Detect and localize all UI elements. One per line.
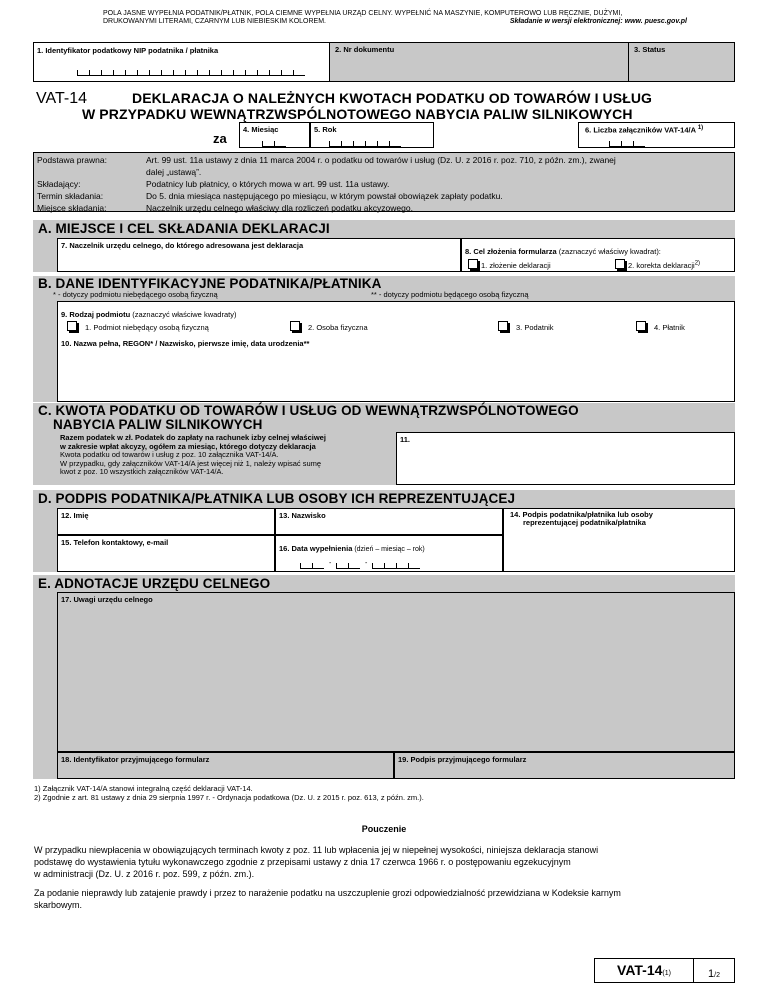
footnote-1: 1) Załącznik VAT-14/A stanowi integralną część deklaracji VAT-14.: [34, 784, 253, 793]
footnotes: [34, 784, 424, 802]
section-c-title: [38, 403, 735, 432]
checkbox-icon[interactable]: [498, 321, 508, 331]
year-field[interactable]: [310, 122, 434, 148]
page-total: /2: [714, 972, 720, 979]
purpose-option-1[interactable]: [468, 259, 551, 270]
instructions-title: Pouczenie: [361, 824, 407, 834]
section-c-title-2: NABYCIA PALIW SILNIKOWYCH: [53, 417, 263, 432]
footnote-ref-1: 1): [697, 125, 704, 131]
year-date-comb: [372, 563, 420, 569]
place-text: Naczelnik urzędu celnego właściwy dla rozliczeń podatku akcyzowego.: [146, 203, 413, 213]
entity-option-1-label: 1. Podmiot niebędący osobą fizyczną: [85, 323, 209, 332]
electronic-filing-note: Składanie w wersji elektronicznej: www. puesc.gov.pl: [509, 18, 687, 25]
purpose-option-1-label: 1. złożenie deklaracji: [481, 261, 551, 270]
signature-label: [504, 509, 734, 527]
signature-label-2: reprezentującej podatnika/płatnika: [523, 518, 646, 527]
attachments-count-field[interactable]: [578, 122, 735, 148]
footer-box: [594, 958, 735, 983]
entity-option-4-label: 4. Płatnik: [654, 323, 685, 332]
basis-label: Podstawa prawna:: [37, 155, 107, 165]
checkbox-icon[interactable]: [290, 321, 300, 331]
month-field[interactable]: [239, 122, 310, 148]
document-number-label: 2. Nr dokumentu: [335, 45, 395, 54]
receiver-id-label: 18. Identyfikator przyjmującego formularz: [61, 755, 210, 764]
instructions: [103, 10, 687, 26]
entity-option-3-label: 3. Podatnik: [516, 323, 554, 332]
customs-office-field[interactable]: [57, 238, 461, 272]
note-legal-entity: * - dotyczy podmiotu niebędącego osobą fizyczną: [53, 290, 218, 299]
tax-amount-label: 11.: [400, 435, 411, 444]
place-label: Miejsce składania:: [37, 203, 107, 213]
section-b-title: B. DANE IDENTYFIKACYJNE PODATNIKA/PŁATNIKA: [38, 276, 382, 291]
legal-labels: [37, 154, 141, 214]
pouczenie-p2-l2: skarbowym.: [34, 900, 83, 910]
entity-option-1[interactable]: [67, 321, 209, 332]
entity-option-2-label: 2. Osoba fizyczna: [308, 323, 368, 332]
tax-amount-description: [57, 432, 394, 485]
purpose-option-2[interactable]: [615, 259, 700, 270]
period-za-label: za: [213, 131, 227, 146]
basis-text-2: dalej „ustawą”.: [146, 167, 202, 177]
nip-comb: [77, 70, 305, 76]
fill-date-note: (dzień – miesiąc – rok): [352, 546, 425, 553]
fill-date-label: 16. Data wypełnienia: [279, 544, 353, 553]
tax-desc-1: Razem podatek w zł. Podatek do zapłaty na rachunek izby celnej właściwej: [60, 433, 326, 442]
status-label: 3. Status: [634, 45, 666, 54]
attachments-comb: [609, 141, 645, 147]
filers-text: Podatnicy lub płatnicy, o których mowa w art. 99 ust. 11a ustawy.: [146, 179, 390, 189]
footnote-ref-2: 2): [694, 260, 701, 267]
purpose-option-2-label: 2. korekta deklaracji: [628, 261, 695, 270]
tax-amount-field[interactable]: [396, 432, 735, 485]
customs-remarks-field: [57, 592, 735, 752]
footer-form-code: VAT-14: [617, 962, 663, 978]
instruction-line-2: DRUKOWANYMI LITERAMI, CZARNYM LUB NIEBIESKIM KOLOREM.: [103, 18, 326, 25]
name-field[interactable]: [57, 336, 735, 402]
tax-desc-2: w zakresie wpłat akcyzy, ogółem za miesiąc, którego dotyczy deklaracja: [60, 441, 316, 451]
receiver-signature-field: [394, 752, 735, 779]
contact-field[interactable]: [57, 535, 275, 572]
pouczenie-p2-l1: Za podanie nieprawdy lub zatajenie prawdy i przez to narażenie podatku na uszczuplenie grozi odpowiedzialność przewidziana w Kodeksie karnym: [34, 888, 621, 898]
purpose-label: 8. Cel złożenia formularza: [465, 247, 557, 256]
day-comb: [300, 563, 324, 569]
form-title-line-1: DEKLARACJA O NALEŻNYCH KWOTACH PODATKU OD TOWARÓW I USŁUG: [132, 90, 653, 106]
contact-label: 15. Telefon kontaktowy, e-mail: [61, 538, 169, 547]
section-a-title: A. MIEJSCE I CEL SKŁADANIA DEKLARACJI: [38, 221, 330, 236]
customs-remarks-label: 17. Uwagi urzędu celnego: [61, 595, 153, 604]
purpose-field: [461, 238, 735, 272]
pouczenie-p1-l1: W przypadku niewpłacenia w obowiązujących terminach kwoty z poz. 11 lub wpłacenia jej w niepełnej wysokości, niniejsza deklaracja stanowi: [34, 845, 599, 855]
fill-date-field[interactable]: 16. Data wypełnienia (dzień – miesiąc – rok) - -: [275, 535, 503, 572]
first-name-label: 12. Imię: [61, 511, 89, 520]
month-comb: [262, 141, 286, 147]
last-name-field[interactable]: [275, 508, 503, 535]
nip-field-label: 1. Identyfikator podatkowy NIP podatnika / płatnika: [37, 46, 219, 55]
section-e-title: E. ADNOTACJE URZĘDU CELNEGO: [38, 576, 271, 591]
footer-code: [595, 962, 693, 980]
month-date-comb: [336, 563, 360, 569]
pouczenie-p1-l3: w administracji (Dz. U. z 2016 r. poz. 599, z późn. zm.).: [34, 869, 255, 879]
instruction-line-1: POLA JASNE WYPEŁNIA PODATNIK/PŁATNIK, POLA CIEMNE WYPEŁNIA URZĄD CELNY. WYPEŁNIĆ NA MASZYNIE, KOMPUTEROWO LUB RĘCZNIE, DUŻYMI,: [103, 10, 623, 17]
entity-type-label: 9. Rodzaj podmiotu: [61, 310, 131, 319]
checkbox-icon[interactable]: [468, 259, 478, 269]
form-title-line-2: W PRZYPADKU WEWNĄTRZWSPÓLNOTOWEGO NABYCIA PALIW SILNIKOWYCH: [82, 106, 633, 122]
page-number: [694, 964, 734, 982]
receiver-id-field: [57, 752, 394, 779]
checkbox-icon[interactable]: [636, 321, 646, 331]
page-current: 1: [708, 968, 715, 980]
last-name-label: 13. Nazwisko: [279, 511, 326, 520]
note-natural-person: ** - dotyczy podmiotu będącego osobą fizyczną: [371, 290, 529, 299]
year-label: 5. Rok: [314, 125, 337, 134]
status-divider: [628, 42, 629, 82]
legal-texts: [146, 154, 732, 214]
checkbox-icon[interactable]: [615, 259, 625, 269]
tax-desc-4: W przypadku, gdy załączników VAT-14/A jest więcej niż 1, należy wpisać sumę: [60, 458, 322, 468]
section-d-title: D. PODPIS PODATNIKA/PŁATNIKA LUB OSOBY ICH REPREZENTUJĄCEJ: [38, 491, 516, 506]
instructions-body: [34, 844, 736, 911]
filers-label: Składający:: [37, 179, 81, 189]
signature-label-1: 14. Podpis podatnika/płatnika lub osoby: [510, 510, 653, 519]
year-comb: [329, 141, 401, 147]
checkbox-icon[interactable]: [67, 321, 77, 331]
entity-option-2[interactable]: [290, 321, 368, 332]
basis-text-1: Art. 99 ust. 11a ustawy z dnia 11 marca 2004 r. o podatku od towarów i usług (Dz. U. z 2016 r. poz. 710, z późn. zm.), zwanej: [146, 155, 616, 165]
tax-desc-5: kwot z poz. 10 wszystkich załączników VAT-14/A.: [60, 467, 224, 476]
month-label: 4. Miesiąc: [243, 125, 279, 134]
pouczenie-p1-l2: podstawę do wystawienia tytułu wykonawczego zgodnie z przepisami ustawy z dnia 17 czerwca 1966 r. o postępowaniu egzekucyjnym: [34, 857, 571, 867]
tax-desc-3: Kwota podatku od towarów i usług z poz. 10 załącznika VAT-14/A.: [60, 450, 279, 459]
customs-office-label: 7. Naczelnik urzędu celnego, do którego adresowana jest deklaracja: [61, 241, 304, 250]
entity-option-3[interactable]: [498, 321, 554, 332]
form-code: VAT-14: [36, 90, 87, 107]
attachments-count-label: 6. Liczba załączników VAT-14/A: [585, 125, 696, 135]
section-c-title-1: C. KWOTA PODATKU OD TOWARÓW I USŁUG OD WEWNĄTRZWSPÓLNOTOWEGO: [38, 403, 579, 418]
footer-version: (1): [662, 970, 671, 977]
entity-option-4[interactable]: [636, 321, 685, 332]
first-name-field[interactable]: [57, 508, 275, 535]
entity-type-note: (zaznaczyć właściwe kwadraty): [130, 310, 237, 319]
nip-field[interactable]: [33, 42, 330, 82]
receiver-signature-label: 19. Podpis przyjmującego formularz: [398, 755, 527, 764]
deadline-label: Termin składania:: [37, 191, 104, 201]
name-field-label-main: 10. Nazwa pełna, REGON* / Nazwisko, pierwsze imię, data urodzenia**: [61, 339, 310, 348]
signature-field[interactable]: [503, 508, 735, 572]
deadline-text: Do 5. dnia miesiąca następującego po miesiącu, w którym powstał obowiązek zapłaty podatku.: [146, 191, 503, 201]
footnote-2: 2) Zgodnie z art. 81 ustawy z dnia 29 sierpnia 1997 r. - Ordynacja podatkowa (Dz. U. z 2015 r. poz. 613, z późn. zm.).: [34, 793, 424, 802]
purpose-note: (zaznaczyć właściwy kwadrat):: [556, 247, 661, 256]
